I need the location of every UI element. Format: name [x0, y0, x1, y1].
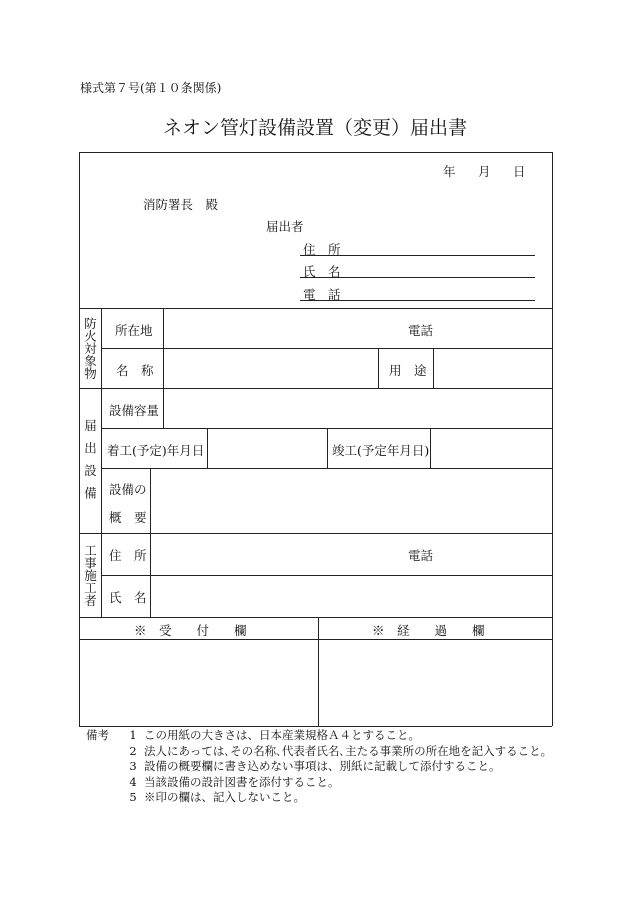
notifier-address-label: 住 所 [303, 242, 341, 257]
note-item [86, 744, 552, 760]
rule-capacity-col [163, 388, 164, 428]
note-text: 設備の概要欄に書き込めない事項は、別紙に記載して添付すること。 [144, 759, 501, 774]
rule-fire-mid [101, 348, 552, 349]
fire-target-use-label: 用 途 [389, 363, 427, 378]
notes-block [86, 728, 552, 806]
note-text: 当該設備の設計図書を添付すること。 [144, 774, 340, 789]
note-item [86, 728, 552, 744]
equipment-section-label: 届出設備 [82, 419, 98, 509]
rule-header-bottom [79, 308, 552, 309]
equipment-overview-label-2: 概 要 [109, 510, 147, 525]
equipment-completion-date-label: 竣工(予定年月日) [332, 443, 430, 458]
rule-office-header [79, 639, 552, 640]
note-item [86, 759, 552, 775]
rule-contractor-bottom [79, 617, 552, 618]
contractor-phone-label: 電話 [408, 548, 434, 563]
rule-completion-right [430, 428, 431, 468]
date-day-label: 日 [513, 164, 526, 179]
notifier-phone-label: 電 話 [303, 287, 341, 302]
date-year-label: 年 [443, 164, 456, 179]
rule-start-col [207, 428, 208, 468]
form-number: 様式第７号(第１０条関係) [80, 81, 222, 95]
fire-target-section-label: 防火対象物 [82, 317, 98, 380]
frame-top [79, 152, 552, 153]
frame-bottom [79, 726, 552, 727]
rule-section-label-col [101, 308, 102, 617]
notes-heading: 備考 [86, 728, 109, 742]
note-text: ※印の欄は、記入しないこと。 [144, 790, 305, 805]
contractor-address-label: 住 所 [109, 548, 147, 563]
note-item [86, 790, 552, 806]
fire-target-name-label: 名 称 [116, 363, 154, 378]
equipment-overview-label-1: 設備の [109, 482, 147, 497]
notifier-name-label: 氏 名 [303, 264, 341, 279]
addressee-label: 消防署長 殿 [143, 197, 219, 212]
equipment-start-date-label: 着工(予定)年月日 [107, 443, 205, 458]
rule-equip-2 [101, 468, 552, 469]
note-item [86, 775, 552, 791]
rule-completion-left [327, 428, 328, 468]
rule-fire-use-left [378, 348, 379, 388]
rule-office-split [318, 617, 319, 726]
date-month-label: 月 [478, 164, 491, 179]
fire-target-location-label: 所在地 [115, 323, 153, 338]
frame-right [552, 152, 553, 726]
notifier-label: 届出者 [266, 219, 304, 234]
rule-fire-use-right [433, 348, 434, 388]
note-text: 法人にあっては､その名称､代表者氏名､主たる事業所の所在地を記入すること。 [144, 743, 553, 758]
progress-column-header: ※ 経 過 欄 [372, 623, 485, 638]
contractor-section-label: 工事施工者 [82, 544, 98, 607]
note-number: 5 [129, 790, 137, 805]
contractor-name-label: 氏 名 [109, 590, 147, 605]
rule-fire-bottom [79, 388, 552, 389]
note-number: 4 [129, 774, 137, 789]
note-text: この用紙の大きさは、日本産業規格Ａ４とすること。 [144, 728, 420, 742]
form-title: ネオン管灯設備設置（変更）届出書 [162, 117, 467, 139]
note-number: 3 [129, 759, 137, 774]
rule-overview-contractor-col [150, 468, 151, 617]
note-number: 2 [129, 743, 137, 758]
rule-fire-label-col [163, 308, 164, 388]
note-number: 1 [129, 728, 137, 742]
equipment-capacity-label: 設備容量 [109, 403, 160, 418]
rule-contractor-mid [101, 575, 552, 576]
reception-column-header: ※ 受 付 欄 [134, 623, 247, 638]
fire-target-phone-label: 電話 [408, 323, 434, 338]
